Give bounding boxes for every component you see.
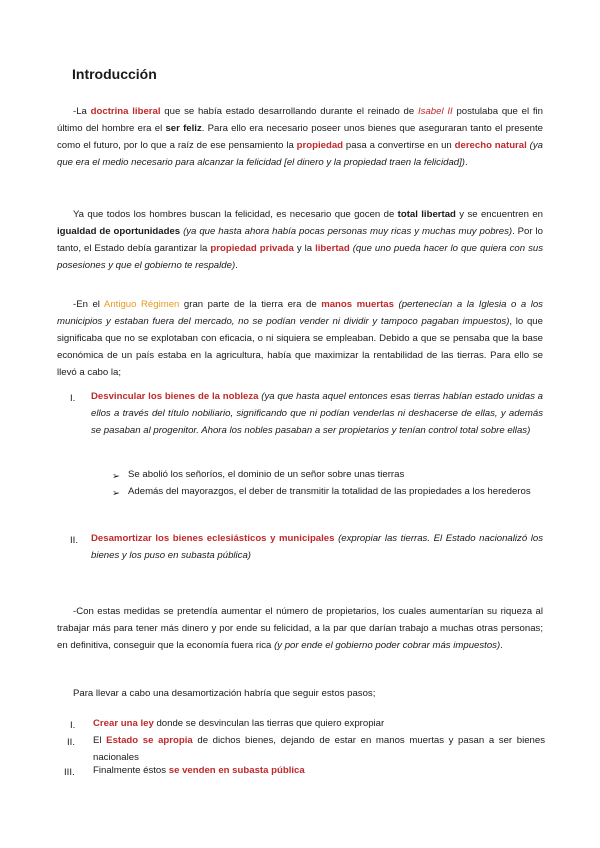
list-number: III. xyxy=(64,767,75,778)
highlight-propiedad-privada: propiedad privada xyxy=(210,243,294,254)
paragraph-libertad: Ya que todos los hombres buscan la felicidad, es necesario que gocen de total libertad y se encuentren en igualdad de oportunidades (ya que hasta ahora había pocas personas muy ricas y muchas muy pobres). Por lo tanto, el Estado debía garantizar la propiedad privada y la libertad (que uno pueda hacer lo que quiera con sus posesiones y que el gobierno te respalde). xyxy=(57,209,543,271)
list-item-desamortizar: Desamortizar los bienes eclesiásticos y municipales (expropiar las tierras. El Estado nacionalizó los bienes y los puso en subasta pública) xyxy=(91,533,543,561)
list-number: I. xyxy=(70,720,76,731)
list-item-desvincular: Desvincular los bienes de la nobleza (ya que hasta aquel entonces esas tierras habían estado unidas a ellos a través del título nobiliario, significando que ni podían venderlas ni deshacerse de ellas, y además se pasaban al progenitor. Ahora los nobles pasaban a ser propietarios y tenían control total sobre ellas) xyxy=(91,391,543,436)
paragraph-antiguo-regimen: -En el Antiguo Régimen gran parte de la tierra era de manos muertas (pertenecían a la Iglesia o a los municipios y estaban fuera del mercado, no se podían vender ni dividir y tampoco pagaban impuestos), lo que significaba que no se explotaban con eficacia, o ni siquiera se empleaban. Debido a que se pensaba que la base económica de un país estaba en la agricultura, había que maximizar la rentabilidad de las tierras. Para ello se llevó a cabo la; xyxy=(57,299,543,378)
highlight-derecho-natural: derecho natural xyxy=(454,140,527,151)
paragraph-doctrina-liberal: -La doctrina liberal que se había estado desarrollando durante el reinado de Isabel II postulaba que el fin último del hombre era el ser feliz. Para ello era necesario poseer unos bienes que aseguraran tanto el presente como el futuro, por lo que a raíz de ese pensamiento la propiedad pasa a convertirse en un derecho natural (ya que era el medio necesario para alcanzar la felicidad [el dinero y la propiedad traen la felicidad]). xyxy=(57,106,543,168)
highlight-antiguo-regimen: Antiguo Régimen xyxy=(103,299,180,310)
highlight-doctrina-liberal: doctrina liberal xyxy=(90,106,161,117)
arrow-bullet-icon: ➢ xyxy=(112,488,121,499)
bullet-mayorazgos: Además del mayorazgos, el deber de transmitir la totalidad de las propiedades a los herederos xyxy=(128,486,531,497)
highlight-manos-muertas: manos muertas xyxy=(321,299,394,310)
list-number: II. xyxy=(67,737,75,748)
paragraph-medidas: -Con estas medidas se pretendía aumentar el número de propietarios, los cuales aumentarían su riqueza al trabajar más para tener más dinero y por ende su felicidad, a la par que darían trabajo a muchas otras personas; en definitiva, conseguir que la economía fuera rica (y por ende el gobierno poder cobrar más impuestos). xyxy=(57,606,543,651)
bullet-senorios: Se abolió los señoríos, el dominio de un señor sobre unas tierras xyxy=(128,469,405,480)
paragraph-pasos: Para llevar a cabo una desamortización habría que seguir estos pasos; xyxy=(73,688,376,699)
step-estado-apropia: El Estado se apropia de dichos bienes, dejando de estar en manos muertas y pasan a ser bienes nacionales xyxy=(93,735,546,763)
step-crear-ley: Crear una ley donde se desvinculan las tierras que quiero expropiar xyxy=(93,718,385,729)
page-title: Introducción xyxy=(72,66,157,82)
highlight-libertad: libertad xyxy=(315,243,350,254)
highlight-propiedad: propiedad xyxy=(296,140,344,151)
list-number: II. xyxy=(70,535,78,546)
list-number: I. xyxy=(70,393,76,404)
highlight-isabel: Isabel II xyxy=(417,106,453,117)
step-subasta: Finalmente éstos se venden en subasta pública xyxy=(93,765,305,776)
arrow-bullet-icon: ➢ xyxy=(112,471,121,482)
